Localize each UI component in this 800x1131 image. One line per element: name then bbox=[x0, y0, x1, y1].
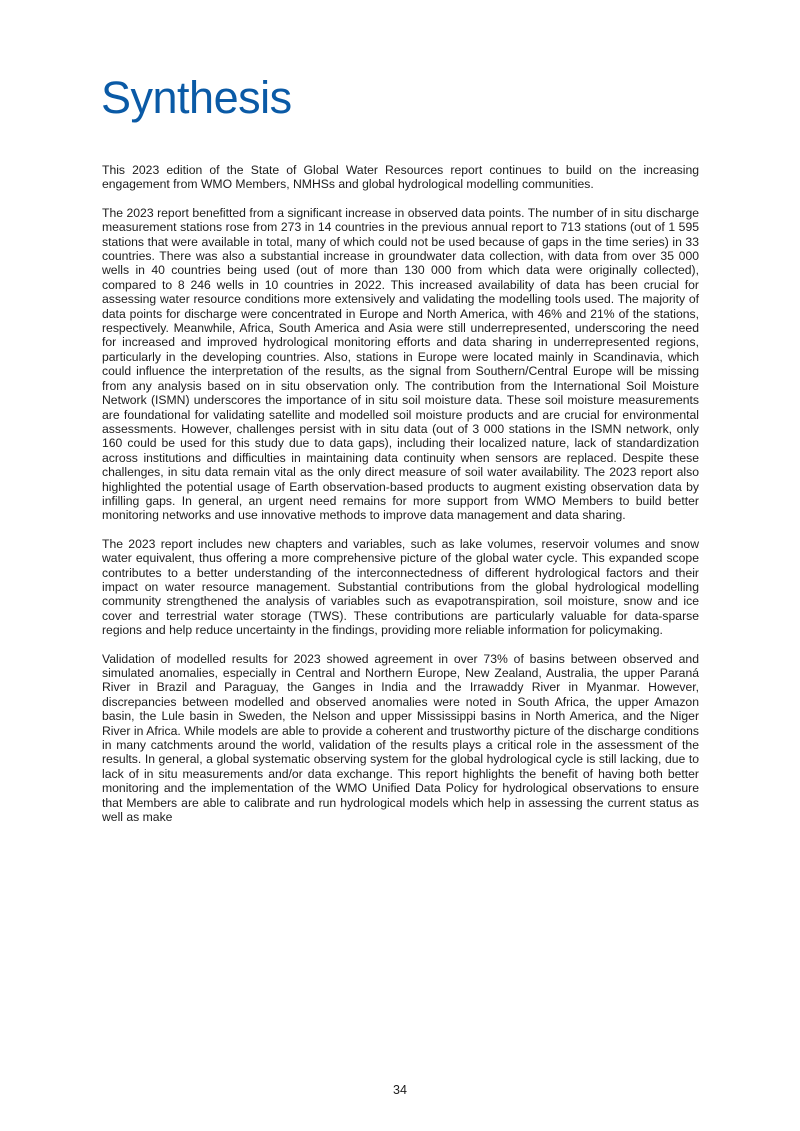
paragraph-validation: Validation of modelled results for 2023 showed agreement in over 73% of basins between observed and simulated anomalies, especially in Central and Northern Europe, New Zealand, Australia, the upper Paraná River in Brazil and Paraguay, the Ganges in India and the Irrawaddy River in Myanmar. However, discrepancies between modelled and observed anomalies were noted in South Africa, the upper Amazon basin, the Lule basin in Sweden, the Nelson and upper Mississippi basins in North America, and the Niger River in Africa. While models are able to provide a coherent and trustworthy picture of the discharge conditions in many catchments around the world, validation of the results plays a critical role in the assessment of the results. In general, a global systematic observing system for the global hydrological cycle is still lacking, due to lack of in situ measurements and/or data exchange. This report highlights the benefit of having both better monitoring and the implementation of the WMO Unified Data Policy for hydrological observations to ensure that Members are able to calibrate and run hydrological models which help in assessing the current status as well as make bbox=[102, 651, 699, 825]
body-text bbox=[102, 163, 699, 838]
paragraph-observed-data: The 2023 report benefitted from a significant increase in observed data points. The number of in situ discharge measurement stations rose from 273 in 14 countries in the previous annual report to 713 stations (out of 1 595 stations that were available in total, many of which could not be used because of gaps in the time series) in 33 countries. There was also a substantial increase in groundwater data collection, with data from over 35 000 wells in 40 countries being used (out of more than 130 000 from which data were originally collected), compared to 8 246 wells in 10 countries in 2022. This increased availability of data has been crucial for assessing water resource conditions more extensively and validating the modelling tools used. The majority of data points for discharge were concentrated in Europe and North America, with 46% and 21% of the stations, respectively. Meanwhile, Africa, South America and Asia were still underrepresented, underscoring the need for increased and improved hydrological monitoring efforts and data sharing in underrepresented regions, particularly in the developing countries. Also, stations in Europe were located mainly in Scandinavia, which could influence the interpretation of the results, as the signal from Southern/Central Europe will be missing from any analysis based on in situ observation only. The contribution from the International Soil Moisture Network (ISMN) underscores the importance of in situ soil moisture data. These soil moisture measurements are foundational for validating satellite and modelled soil moisture products and are crucial for environmental assessments. However, challenges persist with in situ data (out of 3 000 stations in the ISMN network, only 160 could be used for this study due to data gaps), including their localized nature, lack of standardization across institutions and difficulties in maintaining data continuity when sensors are replaced. Despite these challenges, in situ data remain vital as the only direct measure of soil water availability. The 2023 report also highlighted the potential usage of Earth observation-based products to augment existing observation data by infilling gaps. In general, an urgent need remains for more support from WMO Members to build better monitoring networks and use innovative methods to improve data management and data sharing. bbox=[102, 205, 699, 523]
page-number: 34 bbox=[393, 1083, 407, 1097]
page-title: Synthesis bbox=[101, 72, 292, 123]
paragraph-new-chapters: The 2023 report includes new chapters and variables, such as lake volumes, reservoir volumes and snow water equivalent, thus offering a more comprehensive picture of the global water cycle. This expanded scope contributes to a better understanding of the interconnectedness of different hydrological factors and their impact on water resource management. Substantial contributions from the global hydrological modelling community strengthened the analysis of variables such as evapotranspiration, soil moisture, snow and ice cover and terrestrial water storage (TWS). These contributions are particularly valuable for data-sparse regions and help reduce uncertainty in the findings, providing more reliable information for policymaking. bbox=[102, 536, 699, 638]
paragraph-intro: This 2023 edition of the State of Global Water Resources report continues to build on the increasing engagement from WMO Members, NMHSs and global hydrological modelling communities. bbox=[102, 163, 699, 192]
